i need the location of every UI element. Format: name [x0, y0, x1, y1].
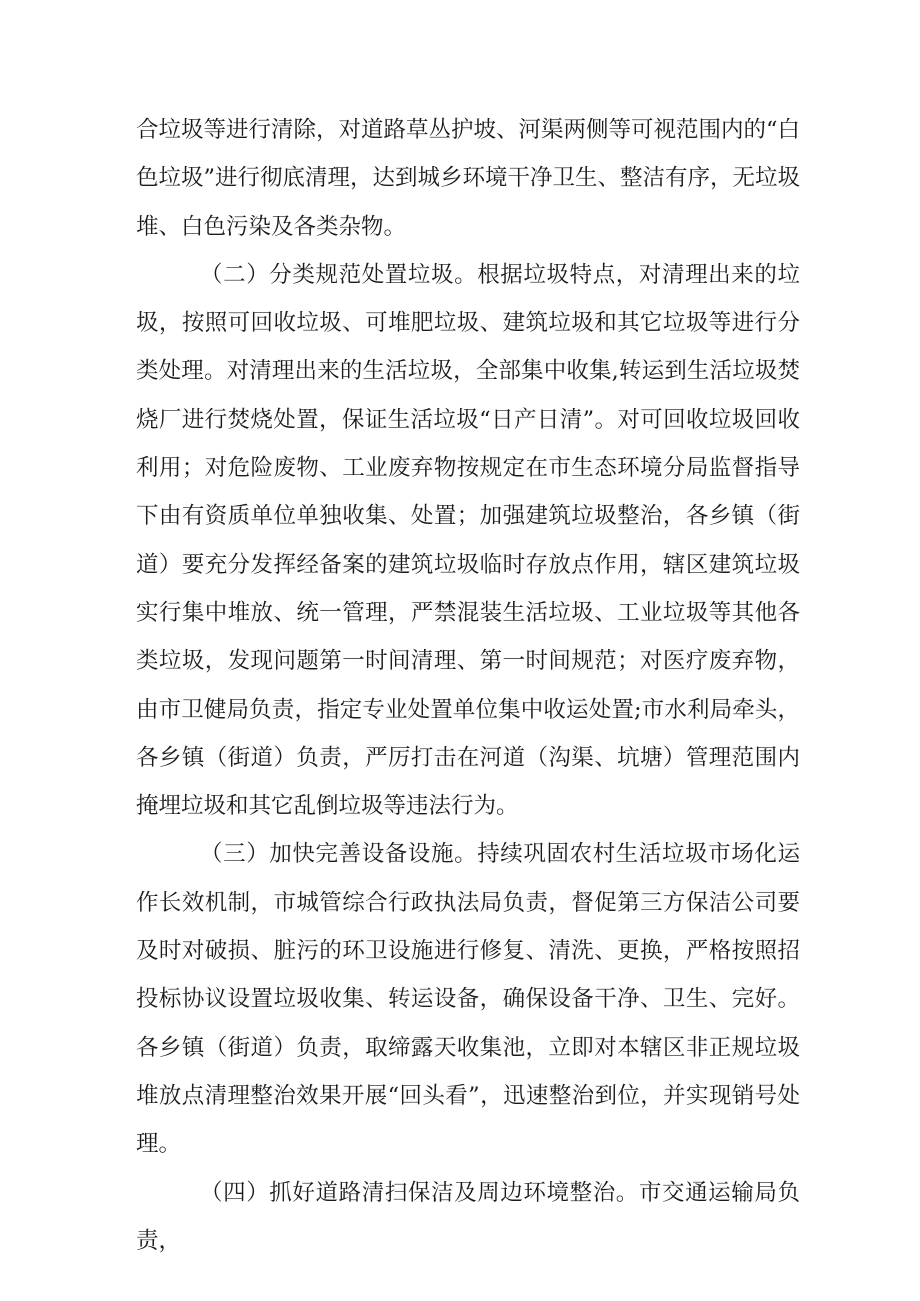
paragraph-continuation: 合垃圾等进行清除，对道路草丛护坡、河渠两侧等可视范围内的“白色垃圾”进行彻底清理，达到城乡环境干净卫生、整洁有序，无垃圾堆、白色污染及各类杂物。: [136, 117, 801, 240]
document-body: [136, 106, 800, 1265]
paragraph-section-4: （四）抓好道路清扫保洁及周边环境整治。市交通运输局负责，: [136, 1179, 800, 1254]
paragraph-section-2: （二）分类规范处置垃圾。根据垃圾特点，对清理出来的垃圾，按照可回收垃圾、可堆肥垃圾、建筑垃圾和其它垃圾等进行分类处理。对清理出来的生活垃圾，全部集中收集,转运到生活垃圾焚烧厂进行焚烧处置，保证生活垃圾“日产日清”。对可回收垃圾回收利用；对危险废物、工业废弃物按规定在市生态环境分局监督指导下由有资质单位单独收集、处置；加强建筑垃圾整治，各乡镇（街道）要充分发挥经备案的建筑垃圾临时存放点作用，辖区建筑垃圾实行集中堆放、统一管理，严禁混装生活垃圾、工业垃圾等其他各类垃圾，发现问题第一时间清理、第一时间规范；对医疗废弃物，由市卫健局负责，指定专业处置单位集中收运处置;市水利局牵头，各乡镇（街道）负责，严厉打击在河道（沟渠、坑塘）管理范围内掩埋垃圾和其它乱倒垃圾等违法行为。: [136, 261, 800, 820]
paragraph-section-3: （三）加快完善设备设施。持续巩固农村生活垃圾市场化运作长效机制，市城管综合行政执法局负责，督促第三方保洁公司要及时对破损、脏污的环卫设施进行修复、清洗、更换，严格按照招投标协议设置垃圾收集、转运设备，确保设备干净、卫生、完好。各乡镇（街道）负责，取缔露天收集池，立即对本辖区非正规垃圾堆放点清理整治效果开展“回头看”，迅速整治到位，并实现销号处理。: [136, 841, 800, 1158]
